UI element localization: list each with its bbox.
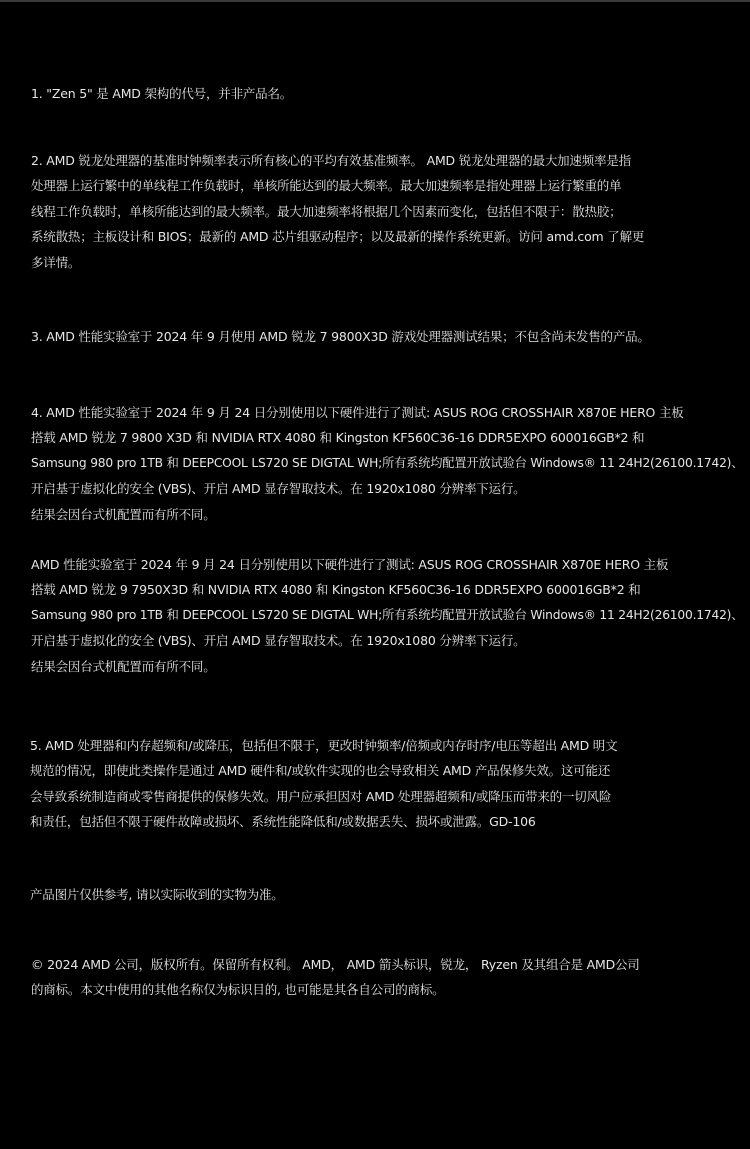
footnote-4a-line: Samsung 980 pro 1TB 和 DEEPCOOL LS720 SE DIGTAL WH;所有系统均配置开放试验台 Windows® 11 24H2(26100.1742)、 — [31, 455, 744, 470]
footnote-3-line: 3. AMD 性能实验室于 2024 年 9 月使用 AMD 锐龙 7 9800X3D 游戏处理器测试结果；不包含尚未发售的产品。 — [31, 329, 650, 344]
footnote-4b — [31, 552, 744, 679]
copyright-notice — [31, 952, 731, 1003]
disclaimer-line: 产品图片仅供参考, 请以实际收到的实物为准。 — [30, 887, 284, 902]
footnote-4a-line: 开启基于虚拟化的安全 (VBS)、开启 AMD 显存智取技术。在 1920x1080 分辨率下运行。 — [31, 481, 526, 497]
footnote-2 — [31, 148, 731, 275]
footnote-5 — [30, 733, 730, 835]
footnote-2-line: 线程工作负载时，单核所能达到的最大频率。最大加速频率将根据几个因素而变化，包括但不限于：散热胶； — [31, 203, 622, 219]
product-image-disclaimer — [30, 882, 730, 907]
footnote-1 — [31, 81, 731, 106]
footnote-4a-line: 搭载 AMD 锐龙 7 9800 X3D 和 NVIDIA RTX 4080 和 Kingston KF560C36-16 DDR5EXPO 600016GB*2 和 — [31, 430, 645, 446]
footnote-2-line: 2. AMD 锐龙处理器的基准时钟频率表示所有核心的平均有效基准频率。 AMD 锐龙处理器的最大加速频率是指 — [31, 153, 631, 168]
footnote-5-line: 和责任，包括但不限于硬件故障或损坏、系统性能降低和/或数据丢失、损坏或泄露。GD-106 — [30, 814, 536, 830]
footnote-2-line: 处理器上运行繁中的单线程工作负载时，单核所能达到的最大频率。最大加速频率是指处理器上运行繁重的单 — [31, 178, 622, 194]
copyright-line: © 2024 AMD 公司，版权所有。保留所有权利。 AMD， AMD 箭头标识，锐龙， Ryzen 及其组合是 AMD公司 — [31, 957, 640, 972]
footnote-4b-line: 搭载 AMD 锐龙 9 7950X3D 和 NVIDIA RTX 4080 和 Kingston KF560C36-16 DDR5EXPO 600016GB*2 和 — [31, 582, 641, 598]
footnote-4b-line: Samsung 980 pro 1TB 和 DEEPCOOL LS720 SE DIGTAL WH;所有系统均配置开放试验台 Windows® 11 24H2(26100.1742)、 — [31, 607, 744, 622]
footnote-1-line: 1. "Zen 5" 是 AMD 架构的代号，并非产品名。 — [31, 86, 293, 101]
footnote-2-line: 多详情。 — [31, 254, 81, 270]
footnote-5-line: 5. AMD 处理器和内存超频和/或降压，包括但不限于，更改时钟频率/倍频或内存时序/电压等超出 AMD 明文 — [30, 738, 618, 753]
footnote-4a-line: 4. AMD 性能实验室于 2024 年 9 月 24 日分别使用以下硬件进行了测试: ASUS ROG CROSSHAIR X870E HERO 主板 — [31, 405, 684, 420]
footnote-4b-line: AMD 性能实验室于 2024 年 9 月 24 日分别使用以下硬件进行了测试: ASUS ROG CROSSHAIR X870E HERO 主板 — [31, 557, 669, 572]
footnote-5-line: 会导致系统制造商或零售商提供的保修失效。用户应承担因对 AMD 处理器超频和/或降压而带来的一切风险 — [30, 788, 612, 804]
top-border — [0, 0, 750, 2]
copyright-line: 的商标。本文中使用的其他名称仅为标识目的, 也可能是其各自公司的商标。 — [31, 982, 445, 998]
footnote-4b-line: 开启基于虚拟化的安全 (VBS)、开启 AMD 显存智取技术。在 1920x1080 分辨率下运行。 — [31, 633, 526, 649]
footnote-3 — [31, 324, 731, 349]
footnote-2-line: 系统散热；主板设计和 BIOS；最新的 AMD 芯片组驱动程序；以及最新的操作系统更新。访问 amd.com 了解更 — [31, 229, 645, 245]
footnote-4b-line: 结果会因台式机配置而有所不同。 — [31, 658, 216, 674]
footnote-4a — [31, 400, 744, 527]
footnote-5-line: 规范的情况，即使此类操作是通过 AMD 硬件和/或软件实现的也会导致相关 AMD 产品保修失效。这可能还 — [30, 763, 611, 779]
footnote-4a-line: 结果会因台式机配置而有所不同。 — [31, 506, 216, 522]
